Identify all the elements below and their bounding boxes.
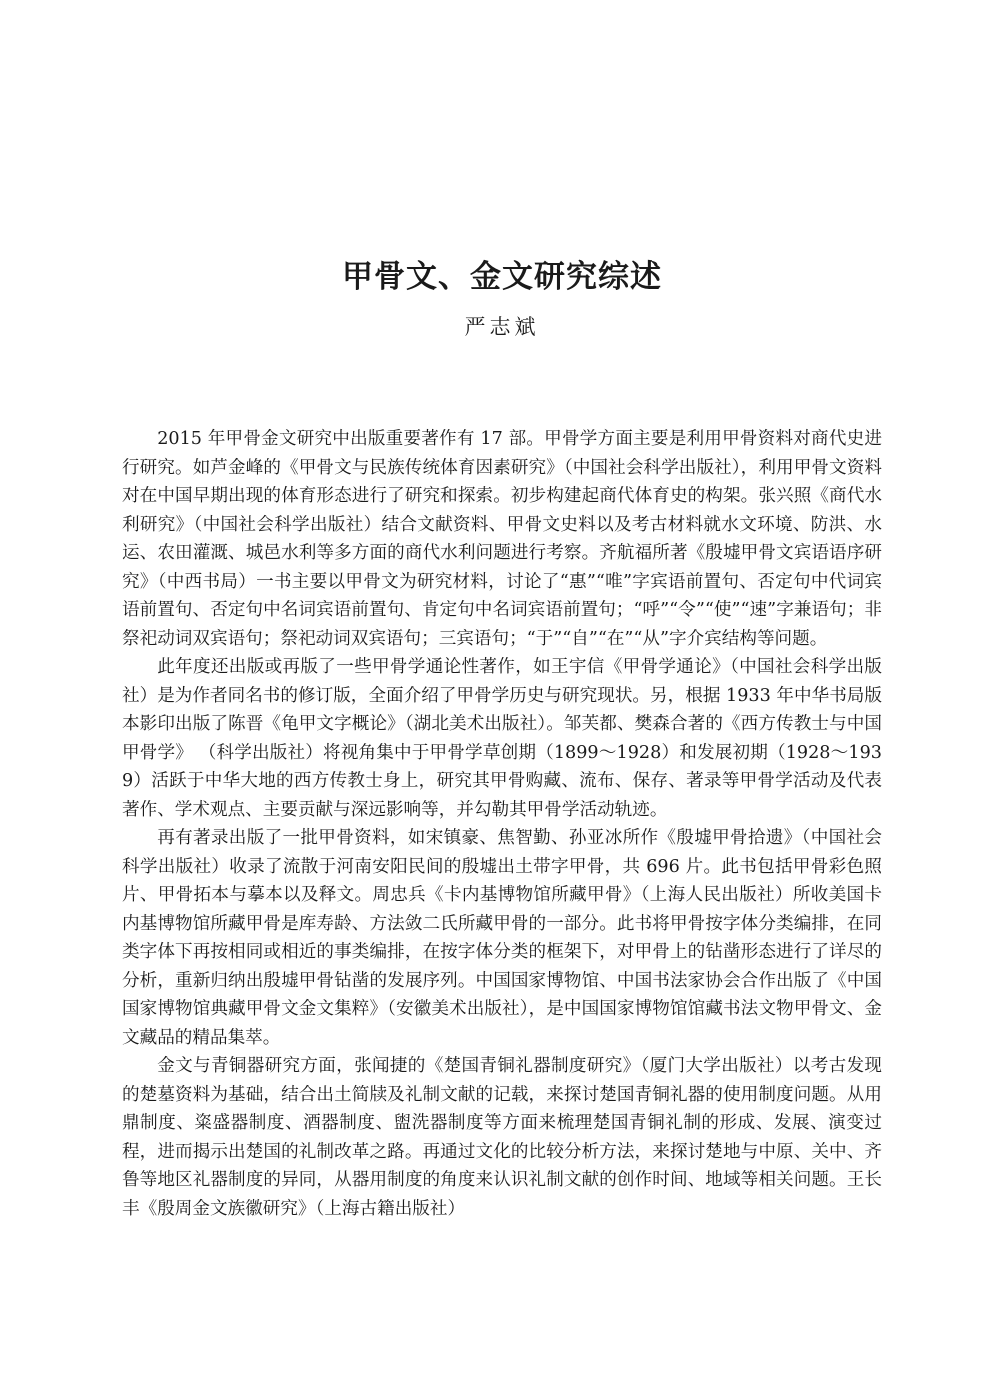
body-paragraph: 再有著录出版了一批甲骨资料，如宋镇豪、焦智勤、孙亚冰所作《殷墟甲骨拾遗》（中国社会科学出版社）收录了流散于河南安阳民间的殷墟出土带字甲骨，共 696 片。此书包括甲骨彩色照片、甲骨拓本与摹本以及释文。周忠兵《卡内基博物馆所藏甲骨》（上海人民出版社）所收美国卡内基博物馆所藏甲骨是库寿龄、方法敛二氏所藏甲骨的一部分。此书将甲骨按字体分类编排，在同类字体下再按相同或相近的事类编排，在按字体分类的框架下，对甲骨上的钻凿形态进行了详尽的分析，重新归纳出殷墟甲骨钻凿的发展序列。中国国家博物馆、中国书法家协会合作出版了《中国国家博物馆典藏甲骨文金文集粹》（安徽美术出版社），是中国国家博物馆馆藏书法文物甲骨文、金文藏品的精品集萃。 xyxy=(122,828,882,1048)
article-title: 甲骨文、金文研究综述 xyxy=(342,259,662,295)
body-paragraph: 此年度还出版或再版了一些甲骨学通论性著作，如王宇信《甲骨学通论》（中国社会科学出版社）是为作者同名书的修订版，全面介绍了甲骨学历史与研究现状。另，根据 1933 年中华书局版本影印出版了陈晋《龟甲文字概论》（湖北美术出版社）。邹芙都、樊森合著的《西方传教士与中国甲骨学》 （科学出版社）将视角集中于甲骨学草创期（1899～1928）和发展初期（1928～1939）活跃于中华大地的西方传教士身上，研究其甲骨购藏、流布、保存、著录等甲骨学活动及代表著作、学术观点、主要贡献与深远影响等，并勾勒其甲骨学活动轨迹。 xyxy=(122,657,882,820)
article-body xyxy=(122,425,882,1223)
body-paragraph: 2015 年甲骨金文研究中出版重要著作有 17 部。甲骨学方面主要是利用甲骨资料对商代史进行研究。如芦金峰的《甲骨文与民族传统体育因素研究》（中国社会科学出版社），利用甲骨文资料对在中国早期出现的体育形态进行了研究和探索。初步构建起商代体育史的构架。张兴照《商代水利研究》（中国社会科学出版社）结合文献资料、甲骨文史料以及考古材料就水文环境、防洪、水运、农田灌溉、城邑水利等多方面的商代水利问题进行考察。齐航福所著《殷墟甲骨文宾语语序研究》（中西书局）一书主要以甲骨文为研究材料，讨论了“惠”“唯”字宾语前置句、否定句中代词宾语前置句、否定句中名词宾语前置句、肯定句中名词宾语前置句；“呼”“令”“使”“速”字兼语句；非祭祀动词双宾语句；祭祀动词双宾语句；三宾语句；“于”“自”“在”“从”字介宾结构等问题。 xyxy=(122,429,882,649)
body-paragraph: 金文与青铜器研究方面，张闻捷的《楚国青铜礼器制度研究》（厦门大学出版社）以考古发现的楚墓资料为基础，结合出土简牍及礼制文献的记载，来探讨楚国青铜礼器的使用制度问题。从用鼎制度、粢盛器制度、酒器制度、盥洗器制度等方面来梳理楚国青铜礼制的形成、发展、演变过程，进而揭示出楚国的礼制改革之路。再通过文化的比较分析方法，来探讨楚地与中原、关中、齐鲁等地区礼器制度的异同，从器用制度的角度来认识礼制文献的创作时间、地域等相关问题。王长丰《殷周金文族徽研究》（上海古籍出版社） xyxy=(122,1056,882,1219)
article-author: 严志斌 xyxy=(464,315,540,339)
